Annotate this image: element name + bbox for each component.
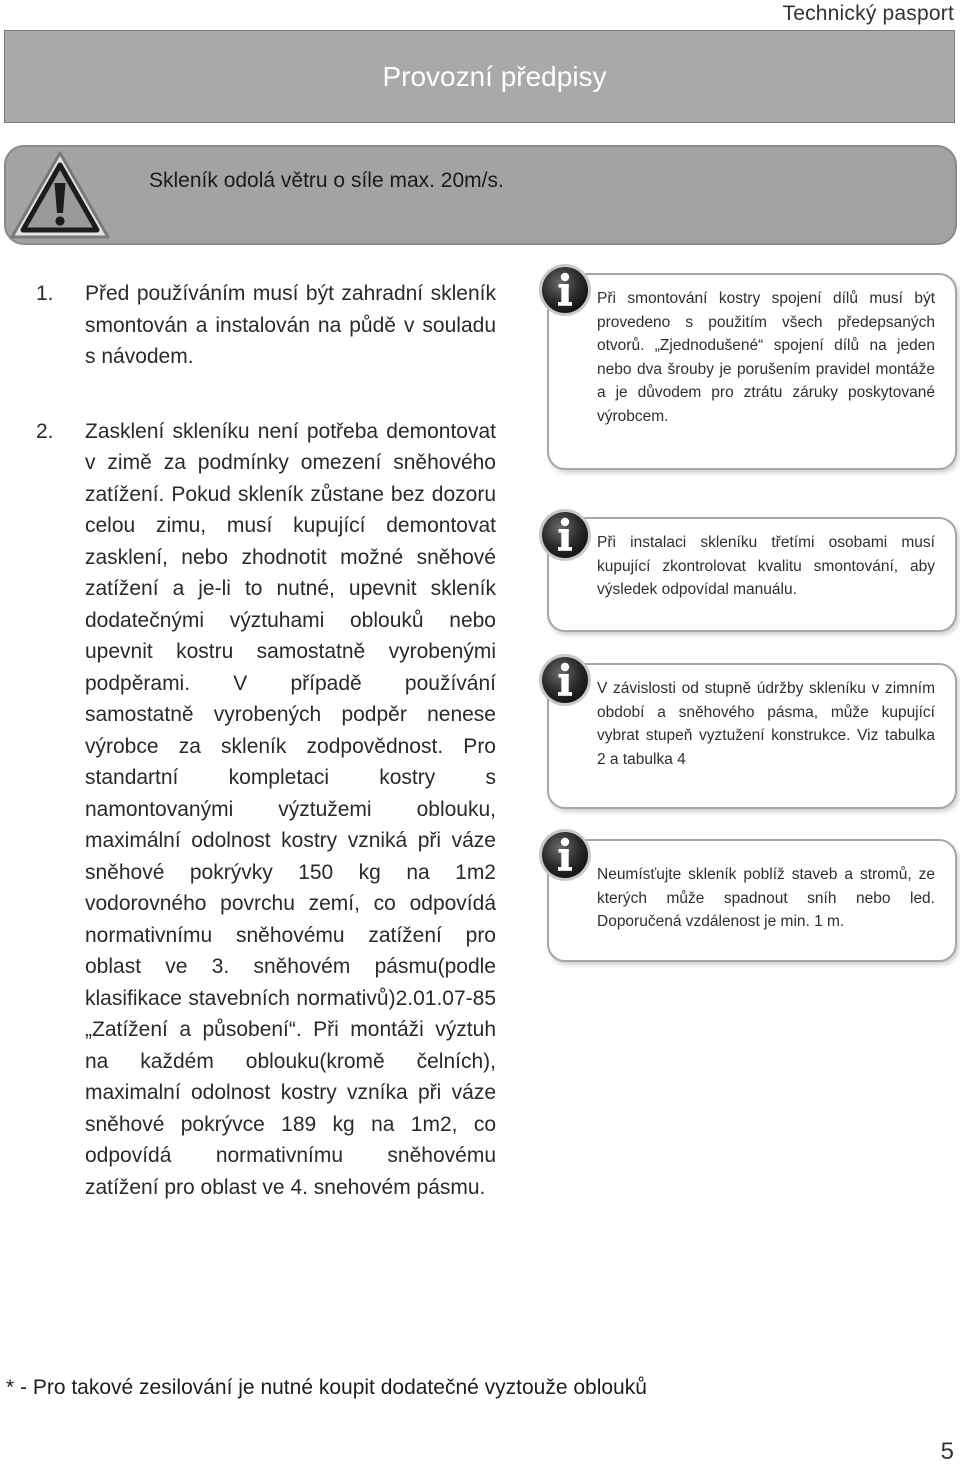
info-card (547, 839, 957, 962)
info-icon (537, 652, 593, 708)
list-item-number: 2. (36, 419, 54, 443)
header-label: Technický pasport (782, 2, 954, 25)
footnote: * - Pro takové zesilování je nutné koupit dodatečné vyztouže oblouků (6, 1376, 647, 1399)
list-item-text: Před používáním musí být zahradní skleník smontován a instalován na půdě v souladu s návodem. (85, 282, 496, 368)
list-item-number: 1. (36, 282, 54, 305)
page-title: Provozní předpisy (382, 60, 607, 92)
list-item (36, 278, 496, 373)
list-item-text: Zasklení skleníku není potřeba demontovat v zimě za podmínky omezení sněhového zatížení. Pokud skleník zůstane bez dozoru celou zimu, musí kupující demontovat zasklení, nebo zhodnotit možné sněhové zatížení a je-li to nutné, upevnit skleník dodatečnými výztuhami oblouků nebo upevnit kostru samostatně vyrobenými podpěrami. V případě používání samostatně vyrobených podpěr nenese výrobce za skleník zodpovědnost. Pro standartní kompletaci kostry s namontovanými výztužemi oblouku, maximální odolnost kostry vzniká při váze sněhové pokrývky 150 kg na 1m2 vodorovného povrchu zemí, co odpovídá normativnímu sněhovému zatížení pro oblast ve 3. sněhovém pásmu(podle klasifikace stavebních normativů)2.01.07-85 „Zatížení a působení“. Při montáži výztuh na každém oblouku(kromě čelních), maximalní odolnost kostry vzníka při váze sněhové pokrývce 189 kg na 1m2, co odpovídá normativnímu sněhovému zatížení pro oblast ve 4. snehovém pásmu. (85, 419, 496, 1199)
info-card (547, 273, 957, 470)
info-card-text: Při smontování kostry spojení dílů musí být provedeno s použitím všech předepsaných otvorů. „Zjednodušené“ spojení dílů na jeden nebo dva šrouby je porušením pravidel montáže a je důvodem pro ztrátu záruky poskytované výrobcem. (597, 290, 935, 425)
instructions-list (36, 278, 496, 1203)
warning-banner (4, 145, 957, 245)
info-card-text: Při instalaci skleníku třetími osobami musí kupující zkontrolovat kvalitu smontování, aby výsledek odpovídal manuálu. (597, 534, 935, 598)
page-number: 5 (940, 1438, 954, 1465)
info-card-text: V závislosti od stupně údržby skleníku v zimním období a sněhového pásma, může kupující vybrat stupeň vyztužení konstrukce. Viz tabulka 2 a tabulka 4 (597, 680, 935, 768)
list-item (36, 416, 496, 1204)
info-card (547, 517, 957, 632)
info-icon (537, 262, 593, 318)
info-icon (537, 507, 593, 563)
info-icon (537, 827, 593, 883)
info-card-text: Neumísťujte skleník poblíž staveb a stromů, ze kterých může spadnout sníh nebo led. Doporučená vzdálenost je min. 1 m. (597, 866, 935, 930)
title-banner (4, 30, 955, 123)
warning-text: Skleník odolá větru o síle max. 20m/s. (149, 169, 504, 192)
info-card (547, 663, 957, 809)
warning-triangle-icon (8, 147, 112, 245)
